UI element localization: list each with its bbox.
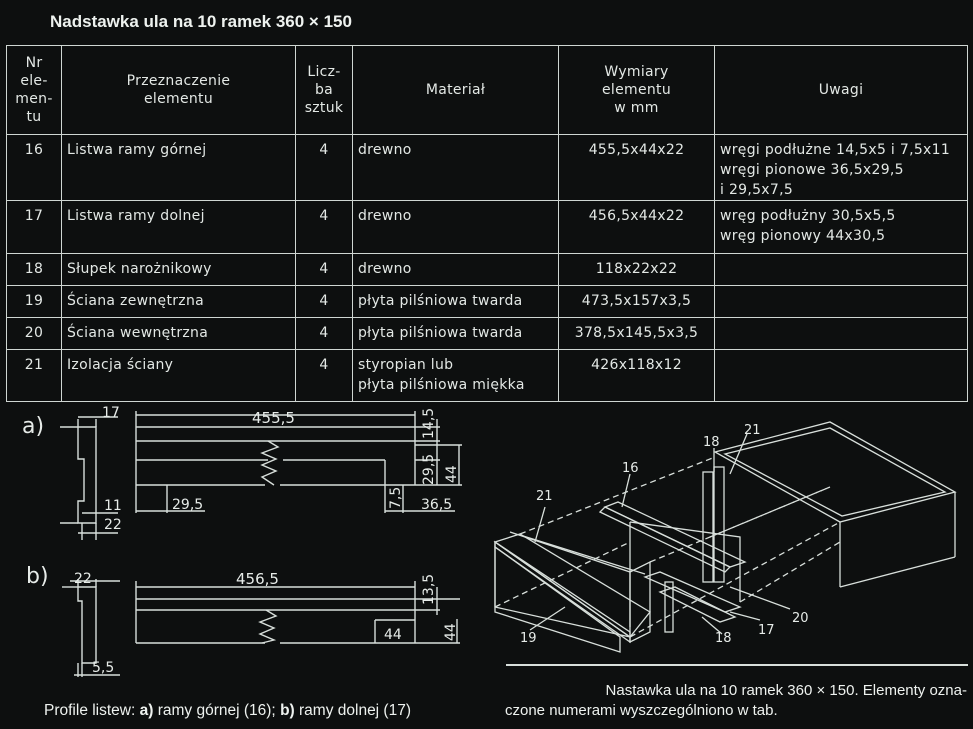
table-row bbox=[7, 350, 968, 402]
cell-notes bbox=[715, 318, 968, 350]
profile-a-dim-width-top: 17 bbox=[102, 405, 120, 421]
cell-notes bbox=[715, 286, 968, 318]
front-panels bbox=[495, 532, 650, 652]
caption-b-marker: b) bbox=[280, 702, 295, 719]
cell-notes: wręgi podłużne 14,5x5 i 7,5x11 wręgi pionowe 36,5x29,5 i 29,5x7,5 bbox=[715, 135, 968, 201]
cell-notes bbox=[715, 254, 968, 286]
assembly-label-21b: 21 bbox=[536, 489, 553, 504]
cell-dims: 456,5x44x22 bbox=[559, 201, 715, 254]
header-przeznaczenie: Przeznaczenie elementu bbox=[62, 46, 296, 135]
page-title: Nadstawka ula na 10 ramek 360 × 150 bbox=[50, 12, 352, 31]
elements-table bbox=[6, 45, 968, 402]
table-row bbox=[7, 254, 968, 286]
cell-nr: 21 bbox=[7, 350, 62, 402]
cell-nr: 19 bbox=[7, 286, 62, 318]
dashed-guides bbox=[495, 457, 840, 637]
corner-post bbox=[703, 467, 724, 582]
cell-material: drewno bbox=[353, 135, 559, 201]
cell-dims: 118x22x22 bbox=[559, 254, 715, 286]
profile-b-dim-width-top: 22 bbox=[74, 571, 92, 587]
cell-material: płyta pilśniowa twarda bbox=[353, 286, 559, 318]
cell-name: Ściana zewnętrzna bbox=[62, 286, 296, 318]
cell-dims: 455,5x44x22 bbox=[559, 135, 715, 201]
cell-qty: 4 bbox=[296, 201, 353, 254]
profile-b-dim-length: 456,5 bbox=[236, 570, 279, 588]
cell-nr: 18 bbox=[7, 254, 62, 286]
profile-a-dim-b5: 36,5 bbox=[421, 497, 453, 513]
header-uwagi: Uwagi bbox=[715, 46, 968, 135]
cell-name: Listwa ramy dolnej bbox=[62, 201, 296, 254]
assembly-caption bbox=[505, 681, 967, 721]
cell-notes bbox=[715, 350, 968, 402]
top-rail bbox=[600, 502, 745, 572]
assembly-label-17: 17 bbox=[758, 623, 775, 638]
profile-a-dim-length: 455,5 bbox=[252, 409, 295, 427]
cell-dims: 378,5x145,5x3,5 bbox=[559, 318, 715, 350]
table-row bbox=[7, 318, 968, 350]
profile-a-label: a) bbox=[22, 414, 45, 439]
cell-name: Ściana wewnętrzna bbox=[62, 318, 296, 350]
header-material: Materiał bbox=[353, 46, 559, 135]
profile-a-dim-b1: 11 bbox=[104, 498, 122, 514]
profile-a-dim-b4: 7,5 bbox=[388, 486, 404, 509]
cell-name: Izolacja ściany bbox=[62, 350, 296, 402]
cell-name: Listwa ramy górnej bbox=[62, 135, 296, 201]
table-row bbox=[7, 286, 968, 318]
assembly-divider bbox=[506, 664, 968, 666]
cell-material: płyta pilśniowa twarda bbox=[353, 318, 559, 350]
caption-a-text: ramy górnej (16); bbox=[153, 702, 281, 719]
profiles-caption bbox=[44, 702, 411, 720]
profile-b-dim-h1: 13,5 bbox=[421, 573, 437, 605]
assembly-label-18b: 18 bbox=[715, 631, 732, 646]
caption-b-text: ramy dolnej (17) bbox=[294, 702, 411, 719]
cell-nr: 17 bbox=[7, 201, 62, 254]
profile-b-dim-h2: 44 bbox=[384, 627, 402, 643]
cell-qty: 4 bbox=[296, 135, 353, 201]
assembly-caption-line1: Nastawka ula na 10 ramek 360 × 150. Elementy ozna- bbox=[605, 682, 967, 699]
caption-prefix: Profile listew: bbox=[44, 702, 140, 719]
cell-nr: 20 bbox=[7, 318, 62, 350]
profile-a-dim-h1: 14,5 bbox=[421, 407, 437, 439]
assembly-label-20: 20 bbox=[792, 611, 809, 626]
cell-qty: 4 bbox=[296, 318, 353, 350]
header-liczba: Licz- ba sztuk bbox=[296, 46, 353, 135]
outer-frame bbox=[715, 422, 955, 587]
assembly-caption-line2: czone numerami wyszczególniono w tab. bbox=[505, 702, 778, 719]
caption-a-marker: a) bbox=[139, 702, 154, 719]
profile-a-dim-b3: 29,5 bbox=[172, 497, 204, 513]
cell-material: styropian lub płyta pilśniowa miękka bbox=[353, 350, 559, 402]
cell-qty: 4 bbox=[296, 350, 353, 402]
header-wymiary: Wymiary elementu w mm bbox=[559, 46, 715, 135]
profile-b-dim-h3: 44 bbox=[443, 623, 459, 641]
assembly-label-21a: 21 bbox=[744, 423, 761, 438]
profile-a-dim-h3: 44 bbox=[444, 465, 460, 483]
cell-qty: 4 bbox=[296, 286, 353, 318]
table-row bbox=[7, 201, 968, 254]
assembly-drawing bbox=[490, 412, 970, 672]
cell-name: Słupek narożnikowy bbox=[62, 254, 296, 286]
assembly-label-16: 16 bbox=[622, 461, 639, 476]
cell-qty: 4 bbox=[296, 254, 353, 286]
assembly-label-19: 19 bbox=[520, 631, 537, 646]
profile-drawings bbox=[0, 405, 480, 705]
table-row bbox=[7, 135, 968, 201]
cell-notes: wręg podłużny 30,5x5,5 wręg pionowy 44x30,5 bbox=[715, 201, 968, 254]
cell-material: drewno bbox=[353, 254, 559, 286]
profile-b-side-view bbox=[136, 581, 460, 643]
header-nr: Nr ele- men- tu bbox=[7, 46, 62, 135]
profile-b-label: b) bbox=[26, 564, 49, 589]
cell-dims: 426x118x12 bbox=[559, 350, 715, 402]
profile-b-dim-b1: 5,5 bbox=[92, 660, 115, 676]
cell-nr: 16 bbox=[7, 135, 62, 201]
profile-a-dim-h2: 29,5 bbox=[421, 453, 437, 485]
assembly-label-18a: 18 bbox=[703, 435, 720, 450]
table-header-row bbox=[7, 46, 968, 135]
profile-a-dim-b2: 22 bbox=[104, 517, 122, 533]
cell-material: drewno bbox=[353, 201, 559, 254]
cell-dims: 473,5x157x3,5 bbox=[559, 286, 715, 318]
bottom-rail bbox=[645, 572, 740, 632]
